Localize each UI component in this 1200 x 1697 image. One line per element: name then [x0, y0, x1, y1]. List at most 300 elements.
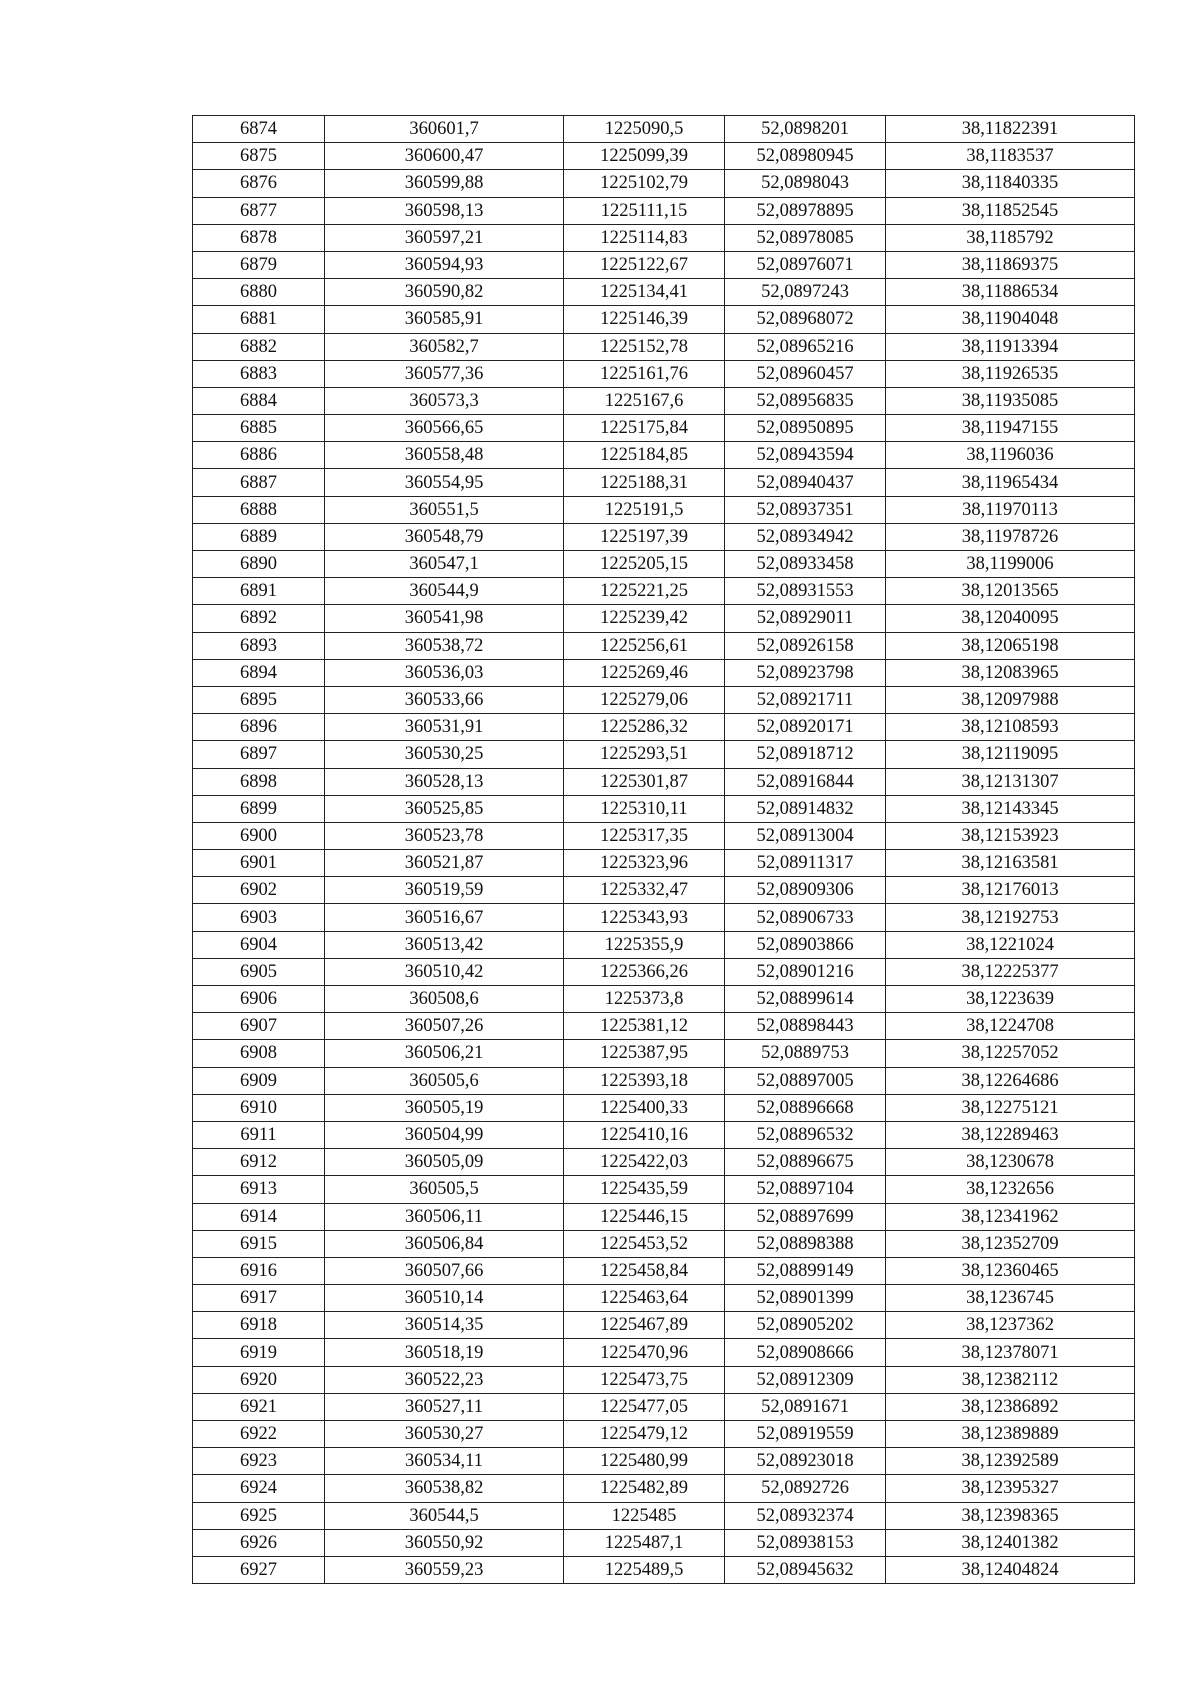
point-number-cell: 6890	[193, 551, 325, 578]
point-number-cell: 6921	[193, 1393, 325, 1420]
latitude-cell: 52,08896532	[725, 1121, 886, 1148]
latitude-cell: 52,08911317	[725, 850, 886, 877]
table-row	[193, 686, 1135, 713]
x-coordinate-cell: 360531,91	[325, 714, 564, 741]
longitude-cell: 38,11935085	[886, 387, 1135, 414]
latitude-cell: 52,08896668	[725, 1094, 886, 1121]
x-coordinate-cell: 360533,66	[325, 686, 564, 713]
longitude-cell: 38,1199006	[886, 551, 1135, 578]
latitude-cell: 52,08960457	[725, 360, 886, 387]
y-coordinate-cell: 1225381,12	[564, 1013, 725, 1040]
x-coordinate-cell: 360573,3	[325, 387, 564, 414]
longitude-cell: 38,12289463	[886, 1121, 1135, 1148]
table-row	[193, 1393, 1135, 1420]
x-coordinate-cell: 360600,47	[325, 143, 564, 170]
latitude-cell: 52,08931553	[725, 578, 886, 605]
longitude-cell: 38,12065198	[886, 632, 1135, 659]
x-coordinate-cell: 360505,19	[325, 1094, 564, 1121]
point-number-cell: 6896	[193, 714, 325, 741]
latitude-cell: 52,08914832	[725, 795, 886, 822]
table-row	[193, 632, 1135, 659]
latitude-cell: 52,08918712	[725, 741, 886, 768]
longitude-cell: 38,12389889	[886, 1421, 1135, 1448]
x-coordinate-cell: 360506,11	[325, 1203, 564, 1230]
latitude-cell: 52,08896675	[725, 1149, 886, 1176]
x-coordinate-cell: 360513,42	[325, 931, 564, 958]
table-row	[193, 1556, 1135, 1583]
y-coordinate-cell: 1225489,5	[564, 1556, 725, 1583]
longitude-cell: 38,12083965	[886, 659, 1135, 686]
table-row	[193, 523, 1135, 550]
point-number-cell: 6904	[193, 931, 325, 958]
x-coordinate-cell: 360510,14	[325, 1285, 564, 1312]
point-number-cell: 6885	[193, 415, 325, 442]
y-coordinate-cell: 1225184,85	[564, 442, 725, 469]
y-coordinate-cell: 1225188,31	[564, 469, 725, 496]
point-number-cell: 6924	[193, 1475, 325, 1502]
y-coordinate-cell: 1225317,35	[564, 822, 725, 849]
longitude-cell: 38,12097988	[886, 686, 1135, 713]
point-number-cell: 6898	[193, 768, 325, 795]
point-number-cell: 6909	[193, 1067, 325, 1094]
x-coordinate-cell: 360577,36	[325, 360, 564, 387]
x-coordinate-cell: 360518,19	[325, 1339, 564, 1366]
x-coordinate-cell: 360525,85	[325, 795, 564, 822]
point-number-cell: 6892	[193, 605, 325, 632]
table-row	[193, 605, 1135, 632]
table-row	[193, 1176, 1135, 1203]
table-row	[193, 170, 1135, 197]
table-row	[193, 1502, 1135, 1529]
y-coordinate-cell: 1225152,78	[564, 333, 725, 360]
x-coordinate-cell: 360548,79	[325, 523, 564, 550]
latitude-cell: 52,08897699	[725, 1203, 886, 1230]
y-coordinate-cell: 1225134,41	[564, 279, 725, 306]
x-coordinate-cell: 360538,72	[325, 632, 564, 659]
longitude-cell: 38,12352709	[886, 1230, 1135, 1257]
table-row	[193, 551, 1135, 578]
x-coordinate-cell: 360590,82	[325, 279, 564, 306]
longitude-cell: 38,1236745	[886, 1285, 1135, 1312]
table-row	[193, 795, 1135, 822]
table-row	[193, 1285, 1135, 1312]
x-coordinate-cell: 360516,67	[325, 904, 564, 931]
x-coordinate-cell: 360544,9	[325, 578, 564, 605]
x-coordinate-cell: 360514,35	[325, 1312, 564, 1339]
point-number-cell: 6889	[193, 523, 325, 550]
y-coordinate-cell: 1225323,96	[564, 850, 725, 877]
point-number-cell: 6878	[193, 224, 325, 251]
latitude-cell: 52,08950895	[725, 415, 886, 442]
y-coordinate-cell: 1225197,39	[564, 523, 725, 550]
latitude-cell: 52,08978085	[725, 224, 886, 251]
x-coordinate-cell: 360523,78	[325, 822, 564, 849]
table-row	[193, 1121, 1135, 1148]
table-row	[193, 958, 1135, 985]
x-coordinate-cell: 360510,42	[325, 958, 564, 985]
table-row	[193, 1312, 1135, 1339]
y-coordinate-cell: 1225191,5	[564, 496, 725, 523]
longitude-cell: 38,11947155	[886, 415, 1135, 442]
table-row	[193, 578, 1135, 605]
longitude-cell: 38,11913394	[886, 333, 1135, 360]
point-number-cell: 6882	[193, 333, 325, 360]
longitude-cell: 38,11926535	[886, 360, 1135, 387]
longitude-cell: 38,12040095	[886, 605, 1135, 632]
y-coordinate-cell: 1225221,25	[564, 578, 725, 605]
y-coordinate-cell: 1225366,26	[564, 958, 725, 985]
longitude-cell: 38,1224708	[886, 1013, 1135, 1040]
point-number-cell: 6887	[193, 469, 325, 496]
x-coordinate-cell: 360594,93	[325, 251, 564, 278]
table-row	[193, 1094, 1135, 1121]
y-coordinate-cell: 1225446,15	[564, 1203, 725, 1230]
point-number-cell: 6911	[193, 1121, 325, 1148]
latitude-cell: 52,0892726	[725, 1475, 886, 1502]
table-row	[193, 279, 1135, 306]
y-coordinate-cell: 1225463,64	[564, 1285, 725, 1312]
table-row	[193, 931, 1135, 958]
y-coordinate-cell: 1225146,39	[564, 306, 725, 333]
x-coordinate-cell: 360601,7	[325, 116, 564, 143]
table-row	[193, 986, 1135, 1013]
point-number-cell: 6918	[193, 1312, 325, 1339]
y-coordinate-cell: 1225467,89	[564, 1312, 725, 1339]
x-coordinate-cell: 360550,92	[325, 1529, 564, 1556]
x-coordinate-cell: 360507,66	[325, 1257, 564, 1284]
table-row	[193, 387, 1135, 414]
longitude-cell: 38,12163581	[886, 850, 1135, 877]
table-row	[193, 306, 1135, 333]
x-coordinate-cell: 360544,5	[325, 1502, 564, 1529]
point-number-cell: 6874	[193, 116, 325, 143]
y-coordinate-cell: 1225422,03	[564, 1149, 725, 1176]
y-coordinate-cell: 1225343,93	[564, 904, 725, 931]
x-coordinate-cell: 360597,21	[325, 224, 564, 251]
longitude-cell: 38,11852545	[886, 197, 1135, 224]
table-row	[193, 251, 1135, 278]
table-row	[193, 143, 1135, 170]
y-coordinate-cell: 1225470,96	[564, 1339, 725, 1366]
latitude-cell: 52,08923798	[725, 659, 886, 686]
x-coordinate-cell: 360506,84	[325, 1230, 564, 1257]
latitude-cell: 52,08956835	[725, 387, 886, 414]
longitude-cell: 38,11970113	[886, 496, 1135, 523]
latitude-cell: 52,08976071	[725, 251, 886, 278]
longitude-cell: 38,1237362	[886, 1312, 1135, 1339]
x-coordinate-cell: 360559,23	[325, 1556, 564, 1583]
table-row	[193, 1339, 1135, 1366]
longitude-cell: 38,12176013	[886, 877, 1135, 904]
table-row	[193, 415, 1135, 442]
point-number-cell: 6920	[193, 1366, 325, 1393]
x-coordinate-cell: 360522,23	[325, 1366, 564, 1393]
latitude-cell: 52,08945632	[725, 1556, 886, 1583]
table-row	[193, 469, 1135, 496]
x-coordinate-cell: 360505,6	[325, 1067, 564, 1094]
x-coordinate-cell: 360585,91	[325, 306, 564, 333]
latitude-cell: 52,08913004	[725, 822, 886, 849]
y-coordinate-cell: 1225453,52	[564, 1230, 725, 1257]
latitude-cell: 52,08978895	[725, 197, 886, 224]
table-row	[193, 850, 1135, 877]
latitude-cell: 52,08934942	[725, 523, 886, 550]
x-coordinate-cell: 360519,59	[325, 877, 564, 904]
table-row	[193, 714, 1135, 741]
latitude-cell: 52,08968072	[725, 306, 886, 333]
y-coordinate-cell: 1225482,89	[564, 1475, 725, 1502]
x-coordinate-cell: 360538,82	[325, 1475, 564, 1502]
latitude-cell: 52,0889753	[725, 1040, 886, 1067]
point-number-cell: 6916	[193, 1257, 325, 1284]
latitude-cell: 52,08929011	[725, 605, 886, 632]
y-coordinate-cell: 1225355,9	[564, 931, 725, 958]
table-row	[193, 1529, 1135, 1556]
longitude-cell: 38,12404824	[886, 1556, 1135, 1583]
point-number-cell: 6897	[193, 741, 325, 768]
longitude-cell: 38,11886534	[886, 279, 1135, 306]
x-coordinate-cell: 360508,6	[325, 986, 564, 1013]
y-coordinate-cell: 1225479,12	[564, 1421, 725, 1448]
latitude-cell: 52,08912309	[725, 1366, 886, 1393]
longitude-cell: 38,12398365	[886, 1502, 1135, 1529]
table-row	[193, 1366, 1135, 1393]
y-coordinate-cell: 1225435,59	[564, 1176, 725, 1203]
point-number-cell: 6881	[193, 306, 325, 333]
y-coordinate-cell: 1225279,06	[564, 686, 725, 713]
longitude-cell: 38,12013565	[886, 578, 1135, 605]
point-number-cell: 6888	[193, 496, 325, 523]
point-number-cell: 6876	[193, 170, 325, 197]
latitude-cell: 52,08980945	[725, 143, 886, 170]
latitude-cell: 52,08923018	[725, 1448, 886, 1475]
x-coordinate-cell: 360506,21	[325, 1040, 564, 1067]
point-number-cell: 6913	[193, 1176, 325, 1203]
longitude-cell: 38,12382112	[886, 1366, 1135, 1393]
point-number-cell: 6919	[193, 1339, 325, 1366]
longitude-cell: 38,1196036	[886, 442, 1135, 469]
point-number-cell: 6899	[193, 795, 325, 822]
x-coordinate-cell: 360528,13	[325, 768, 564, 795]
point-number-cell: 6914	[193, 1203, 325, 1230]
table-row	[193, 1475, 1135, 1502]
table-row	[193, 496, 1135, 523]
x-coordinate-cell: 360530,27	[325, 1421, 564, 1448]
y-coordinate-cell: 1225387,95	[564, 1040, 725, 1067]
table-row	[193, 1257, 1135, 1284]
longitude-cell: 38,11978726	[886, 523, 1135, 550]
point-number-cell: 6902	[193, 877, 325, 904]
latitude-cell: 52,08938153	[725, 1529, 886, 1556]
x-coordinate-cell: 360534,11	[325, 1448, 564, 1475]
longitude-cell: 38,12257052	[886, 1040, 1135, 1067]
point-number-cell: 6895	[193, 686, 325, 713]
table-row	[193, 1203, 1135, 1230]
latitude-cell: 52,08897005	[725, 1067, 886, 1094]
y-coordinate-cell: 1225239,42	[564, 605, 725, 632]
point-number-cell: 6922	[193, 1421, 325, 1448]
y-coordinate-cell: 1225373,8	[564, 986, 725, 1013]
table-row	[193, 197, 1135, 224]
x-coordinate-cell: 360566,65	[325, 415, 564, 442]
point-number-cell: 6875	[193, 143, 325, 170]
table-row	[193, 1149, 1135, 1176]
y-coordinate-cell: 1225477,05	[564, 1393, 725, 1420]
table-row	[193, 768, 1135, 795]
point-number-cell: 6901	[193, 850, 325, 877]
longitude-cell: 38,1183537	[886, 143, 1135, 170]
y-coordinate-cell: 1225167,6	[564, 387, 725, 414]
table-row	[193, 659, 1135, 686]
y-coordinate-cell: 1225485	[564, 1502, 725, 1529]
longitude-cell: 38,1232656	[886, 1176, 1135, 1203]
longitude-cell: 38,12395327	[886, 1475, 1135, 1502]
table-row	[193, 333, 1135, 360]
y-coordinate-cell: 1225269,46	[564, 659, 725, 686]
latitude-cell: 52,0891671	[725, 1393, 886, 1420]
latitude-cell: 52,08906733	[725, 904, 886, 931]
point-number-cell: 6925	[193, 1502, 325, 1529]
point-number-cell: 6880	[193, 279, 325, 306]
point-number-cell: 6917	[193, 1285, 325, 1312]
latitude-cell: 52,08921711	[725, 686, 886, 713]
point-number-cell: 6926	[193, 1529, 325, 1556]
y-coordinate-cell: 1225286,32	[564, 714, 725, 741]
longitude-cell: 38,1185792	[886, 224, 1135, 251]
x-coordinate-cell: 360505,09	[325, 1149, 564, 1176]
table-row	[193, 822, 1135, 849]
y-coordinate-cell: 1225400,33	[564, 1094, 725, 1121]
y-coordinate-cell: 1225310,11	[564, 795, 725, 822]
point-number-cell: 6884	[193, 387, 325, 414]
longitude-cell: 38,12341962	[886, 1203, 1135, 1230]
y-coordinate-cell: 1225293,51	[564, 741, 725, 768]
longitude-cell: 38,12108593	[886, 714, 1135, 741]
y-coordinate-cell: 1225458,84	[564, 1257, 725, 1284]
x-coordinate-cell: 360505,5	[325, 1176, 564, 1203]
latitude-cell: 52,0898201	[725, 116, 886, 143]
table-row	[193, 877, 1135, 904]
x-coordinate-cell: 360536,03	[325, 659, 564, 686]
table-row	[193, 1040, 1135, 1067]
point-number-cell: 6900	[193, 822, 325, 849]
table-row	[193, 1448, 1135, 1475]
latitude-cell: 52,08897104	[725, 1176, 886, 1203]
y-coordinate-cell: 1225102,79	[564, 170, 725, 197]
longitude-cell: 38,12360465	[886, 1257, 1135, 1284]
longitude-cell: 38,12392589	[886, 1448, 1135, 1475]
y-coordinate-cell: 1225161,76	[564, 360, 725, 387]
y-coordinate-cell: 1225393,18	[564, 1067, 725, 1094]
longitude-cell: 38,12275121	[886, 1094, 1135, 1121]
latitude-cell: 52,08919559	[725, 1421, 886, 1448]
latitude-cell: 52,08916844	[725, 768, 886, 795]
longitude-cell: 38,11822391	[886, 116, 1135, 143]
x-coordinate-cell: 360530,25	[325, 741, 564, 768]
y-coordinate-cell: 1225099,39	[564, 143, 725, 170]
longitude-cell: 38,11904048	[886, 306, 1135, 333]
x-coordinate-cell: 360541,98	[325, 605, 564, 632]
y-coordinate-cell: 1225473,75	[564, 1366, 725, 1393]
y-coordinate-cell: 1225205,15	[564, 551, 725, 578]
latitude-cell: 52,08898443	[725, 1013, 886, 1040]
x-coordinate-cell: 360547,1	[325, 551, 564, 578]
y-coordinate-cell: 1225480,99	[564, 1448, 725, 1475]
x-coordinate-cell: 360527,11	[325, 1393, 564, 1420]
point-number-cell: 6908	[193, 1040, 325, 1067]
y-coordinate-cell: 1225301,87	[564, 768, 725, 795]
coordinates-table	[192, 115, 1135, 1584]
longitude-cell: 38,12401382	[886, 1529, 1135, 1556]
point-number-cell: 6883	[193, 360, 325, 387]
y-coordinate-cell: 1225175,84	[564, 415, 725, 442]
table-row	[193, 741, 1135, 768]
longitude-cell: 38,12131307	[886, 768, 1135, 795]
latitude-cell: 52,08965216	[725, 333, 886, 360]
latitude-cell: 52,08905202	[725, 1312, 886, 1339]
latitude-cell: 52,08920171	[725, 714, 886, 741]
y-coordinate-cell: 1225090,5	[564, 116, 725, 143]
y-coordinate-cell: 1225256,61	[564, 632, 725, 659]
latitude-cell: 52,0897243	[725, 279, 886, 306]
longitude-cell: 38,1223639	[886, 986, 1135, 1013]
y-coordinate-cell: 1225114,83	[564, 224, 725, 251]
point-number-cell: 6905	[193, 958, 325, 985]
point-number-cell: 6893	[193, 632, 325, 659]
table-row	[193, 116, 1135, 143]
longitude-cell: 38,12143345	[886, 795, 1135, 822]
latitude-cell: 52,08899614	[725, 986, 886, 1013]
x-coordinate-cell: 360504,99	[325, 1121, 564, 1148]
table-row	[193, 360, 1135, 387]
table-row	[193, 1067, 1135, 1094]
point-number-cell: 6906	[193, 986, 325, 1013]
latitude-cell: 52,08908666	[725, 1339, 886, 1366]
point-number-cell: 6915	[193, 1230, 325, 1257]
x-coordinate-cell: 360599,88	[325, 170, 564, 197]
y-coordinate-cell: 1225332,47	[564, 877, 725, 904]
table-row	[193, 904, 1135, 931]
latitude-cell: 52,08909306	[725, 877, 886, 904]
point-number-cell: 6923	[193, 1448, 325, 1475]
longitude-cell: 38,12119095	[886, 741, 1135, 768]
longitude-cell: 38,1230678	[886, 1149, 1135, 1176]
table-row	[193, 1421, 1135, 1448]
point-number-cell: 6903	[193, 904, 325, 931]
longitude-cell: 38,11840335	[886, 170, 1135, 197]
point-number-cell: 6894	[193, 659, 325, 686]
x-coordinate-cell: 360551,5	[325, 496, 564, 523]
point-number-cell: 6877	[193, 197, 325, 224]
x-coordinate-cell: 360582,7	[325, 333, 564, 360]
x-coordinate-cell: 360507,26	[325, 1013, 564, 1040]
latitude-cell: 52,08903866	[725, 931, 886, 958]
latitude-cell: 52,0898043	[725, 170, 886, 197]
latitude-cell: 52,08937351	[725, 496, 886, 523]
y-coordinate-cell: 1225410,16	[564, 1121, 725, 1148]
point-number-cell: 6907	[193, 1013, 325, 1040]
y-coordinate-cell: 1225122,67	[564, 251, 725, 278]
table-row	[193, 224, 1135, 251]
longitude-cell: 38,12378071	[886, 1339, 1135, 1366]
latitude-cell: 52,08932374	[725, 1502, 886, 1529]
longitude-cell: 38,12192753	[886, 904, 1135, 931]
latitude-cell: 52,08940437	[725, 469, 886, 496]
longitude-cell: 38,12386892	[886, 1393, 1135, 1420]
y-coordinate-cell: 1225111,15	[564, 197, 725, 224]
table-row	[193, 1230, 1135, 1257]
x-coordinate-cell: 360558,48	[325, 442, 564, 469]
